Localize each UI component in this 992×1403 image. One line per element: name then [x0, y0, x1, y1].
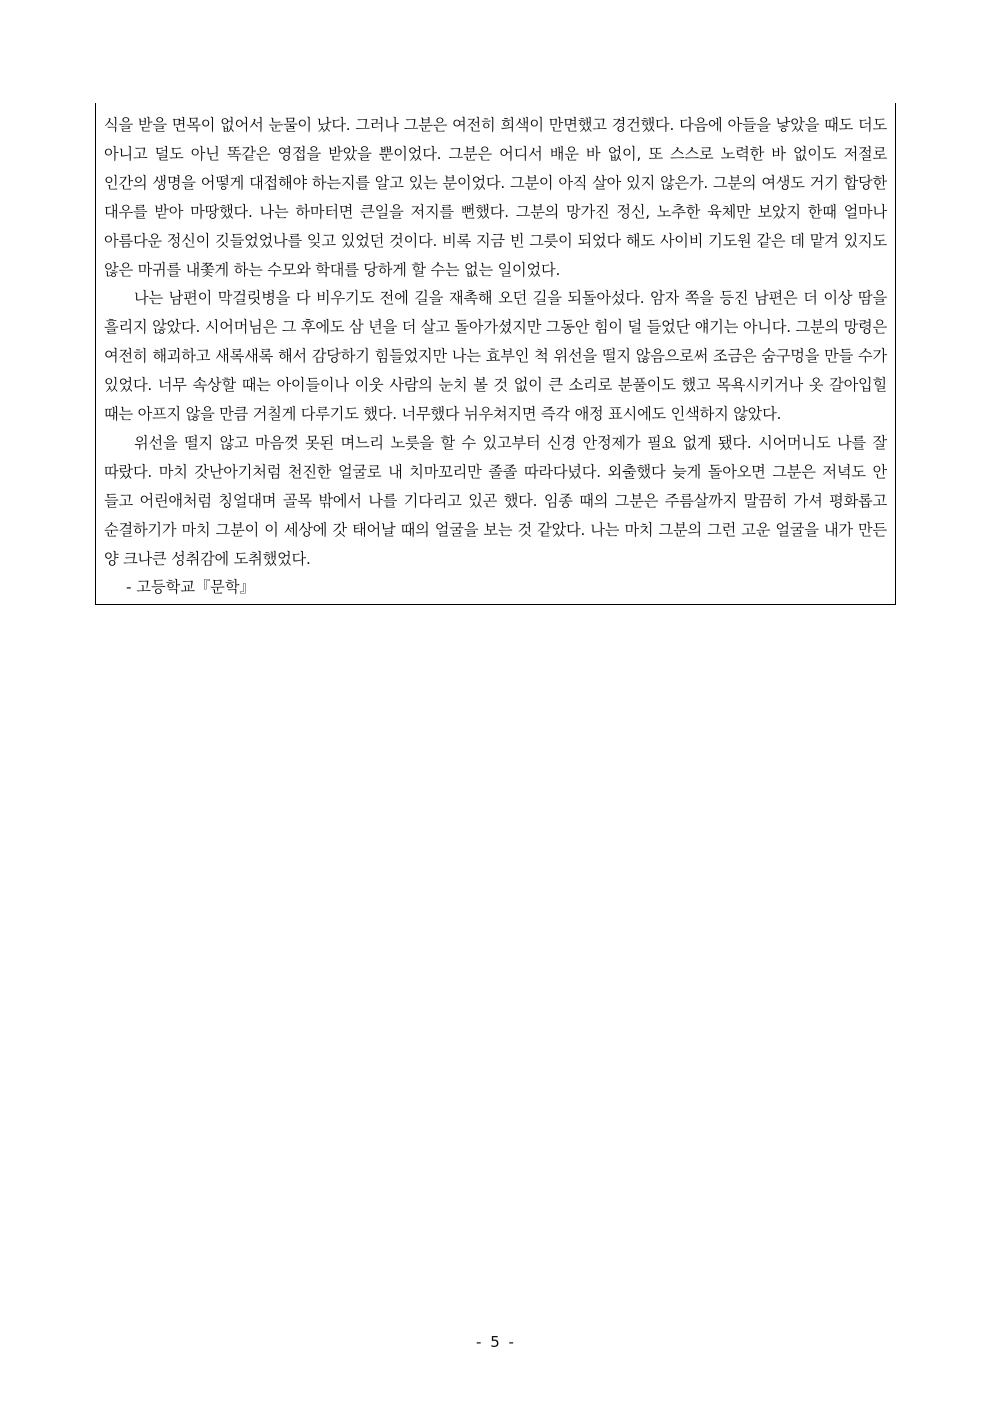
passage-paragraph-2: 나는 남편이 막걸릿병을 다 비우기도 전에 길을 재촉해 오던 길을 되돌아섰다. 암자 쪽을 등진 남편은 더 이상 땀을 흘리지 않았다. 시어머님은 그 후에도 삼 년을 더 살고 돌아가셨지만 그동안 힘이 덜 들었단 얘기는 아니다. 그분의 망령은 여전히 해괴하고 새록새록 해서 감당하기 힘들었지만 나는 효부인 척 위선을 떨지 않음으로써 조금은 숨구멍을 만들 수가 있었다. 너무 속상할 때는 아이들이나 이웃 사람의 눈치 볼 것 없이 큰 소리로 분풀이도 했고 목욕시키거나 옷 갈아입힐 때는 아프지 않을 만큼 거칠게 다루기도 했다. 너무했다 뉘우쳐지면 즉각 애정 표시에도 인색하지 않았다.	[104, 289, 887, 424]
passage-box	[95, 103, 896, 605]
page-number: - 5 -	[476, 1333, 516, 1351]
passage-paragraph-1: 식을 받을 면목이 없어서 눈물이 났다. 그러나 그분은 여전히 희색이 만면했고 경건했다. 다음에 아들을 낳았을 때도 더도 아니고 덜도 아닌 똑같은 영접을 받았을 뿐이었다. 그분은 어디서 배운 바 없이, 또 스스로 노력한 바 없이도 저절로 인간의 생명을 어떻게 대접해야 하는지를 알고 있는 분이었다. 그분이 아직 살아 있지 않은가. 그분의 여생도 거기 합당한 대우를 받아 마땅했다. 나는 하마터면 큰일을 저지를 뻔했다. 그분의 망가진 정신, 노추한 육체만 보았지 한때 얼마나 아름다운 정신이 깃들었었나를 잊고 있었던 것이다. 비록 지금 빈 그릇이 되었다 해도 사이비 기도원 같은 데 맡겨 있지도 않은 마귀를 내쫓게 하는 수모와 학대를 당하게 할 수는 없는 일이었다.	[104, 116, 887, 279]
passage-source: - 고등학교『문학』	[126, 577, 255, 596]
passage-paragraph-3: 위선을 떨지 않고 마음껏 못된 며느리 노릇을 할 수 있고부터 신경 안정제가 필요 없게 됐다. 시어머니도 나를 잘 따랐다. 마치 갓난아기처럼 천진한 얼굴로 내 치마꼬리만 졸졸 따라다녔다. 외출했다 늦게 돌아오면 그분은 저녁도 안 들고 어린애처럼 칭얼대며 골목 밖에서 나를 기다리고 있곤 했다. 임종 때의 그분은 주름살까지 말끔히 가셔 평화롭고 순결하기가 마치 그분이 이 세상에 갓 태어날 때의 얼굴을 보는 것 같았다. 나는 마치 그분의 그런 고운 얼굴을 내가 만든 양 크나큰 성취감에 도취했었다.	[104, 433, 887, 568]
